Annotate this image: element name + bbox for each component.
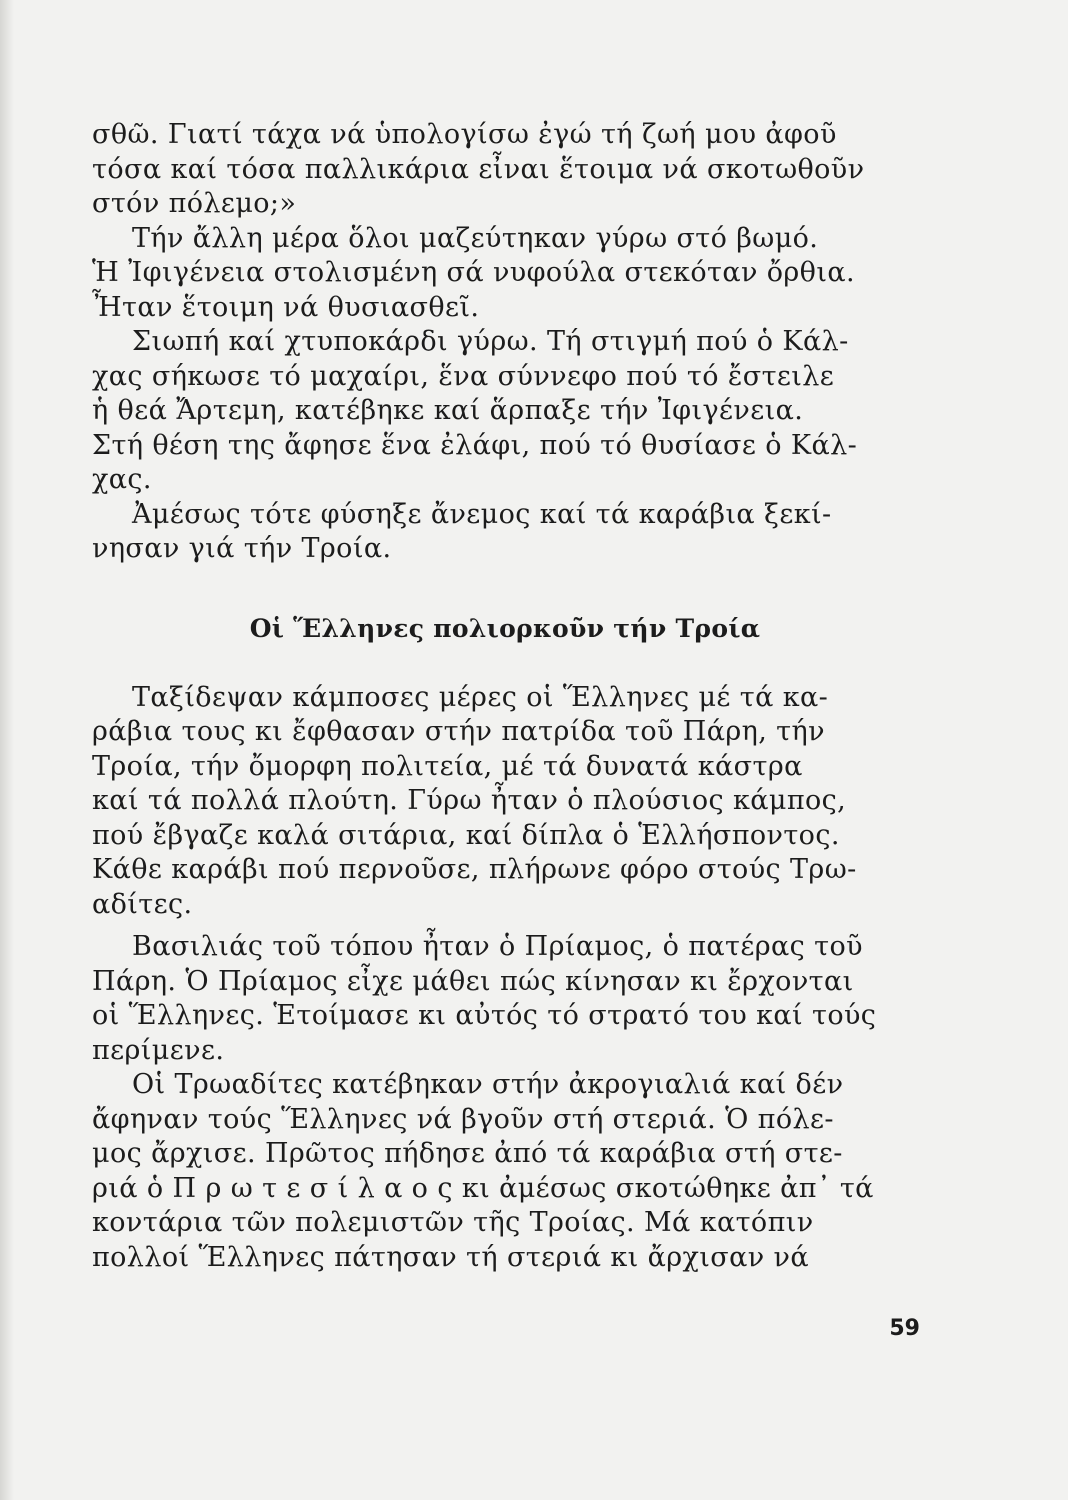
paragraph	[92, 325, 918, 498]
text-line: Σιωπή καί χτυποκάρδι γύρω. Τή στιγμή πού ὁ Κάλ-	[132, 326, 849, 357]
page-number: 59	[889, 1316, 920, 1341]
text-line: μος ἄρχισε. Πρῶτος πήδησε ἀπό τά καράβια στή στε-	[92, 1138, 843, 1169]
text-line: κοντάρια τῶν πολεμιστῶν τῆς Τροίας. Μά κατόπιν	[92, 1207, 814, 1238]
text-line: πολλοί Ἕλληνες πάτησαν τή στεριά κι ἄρχισαν νά	[92, 1241, 809, 1273]
text-line: Βασιλιάς τοῦ τόπου ἦταν ὁ Πρίαμος, ὁ πατέρας τοῦ	[132, 931, 863, 962]
text-line: ράβια τους κι ἔφθασαν στήν πατρίδα τοῦ Πάρη, τήν	[92, 716, 825, 747]
text-line: Κάθε καράβι πού περνοῦσε, πλήρωνε φόρο στούς Τρω-	[92, 854, 857, 885]
text-line: Στή θέση της ἄφησε ἕνα ἐλάφι, πού τό θυσίασε ὁ Κάλ-	[92, 429, 858, 461]
paragraph	[92, 118, 918, 222]
text-line: Οἱ Τρωαδίτες κατέβηκαν στήν ἀκρογιαλιά καί δέν	[132, 1069, 844, 1100]
text-line: ἡ θεά Ἄρτεμη, κατέβηκε καί ἅρπαξε τήν Ἰφιγένεια.	[92, 395, 804, 426]
spacer	[92, 922, 918, 930]
text-line: σθῶ. Γιατί τάχα νά ὑπολογίσω ἐγώ τή ζωή μου ἀφοῦ	[92, 119, 837, 150]
text-line: χας.	[92, 464, 152, 495]
text-line: Ἀμέσως τότε φύσηξε ἄνεμος καί τά καράβια ξεκί-	[132, 498, 832, 530]
paragraph	[92, 930, 918, 1068]
text-line: Τήν ἄλλη μέρα ὅλοι μαζεύτηκαν γύρω στό βωμό.	[132, 222, 819, 254]
text-line: καί τά πολλά πλούτη. Γύρω ἦταν ὁ πλούσιος κάμπος,	[92, 785, 847, 816]
text-line: στόν πόλεμο;»	[92, 188, 297, 219]
text-line: οἱ Ἕλληνες. Ἑτοίμασε κι αὐτός τό στρατό του καί τούς	[92, 1000, 877, 1031]
text-line: πού ἔβγαζε καλά σιτάρια, καί δίπλα ὁ Ἑλλήσποντος.	[92, 819, 840, 851]
paragraph	[92, 498, 918, 567]
text-line: Πάρη. Ὁ Πρίαμος εἶχε μάθει πώς κίνησαν κι ἔρχονται	[92, 965, 854, 997]
paragraph	[92, 1068, 918, 1275]
text-line: Ταξίδεψαν κάμποσες μέρες οἱ Ἕλληνες μέ τά κα-	[132, 681, 829, 713]
page-shadow	[0, 0, 14, 1500]
text-line: ριά ὁ Π ρ ω τ ε σ ί λ α ο ς κι ἀμέσως σκοτώθηκε ἀπ᾿ τά	[92, 1172, 874, 1204]
text-line: Τροία, τήν ὄμορφη πολιτεία, μέ τά δυνατά κάστρα	[92, 750, 803, 782]
spacer	[92, 567, 918, 609]
paragraph	[92, 681, 918, 923]
paragraph	[92, 222, 918, 326]
text-line: τόσα καί τόσα παλλικάρια εἶναι ἕτοιμα νά σκοτωθοῦν	[92, 153, 865, 185]
text-line: χας σήκωσε τό μαχαίρι, ἕνα σύννεφο πού τό ἔστειλε	[92, 360, 835, 392]
text-line: νησαν γιά τήν Τροία.	[92, 533, 392, 564]
text-line: ἄφηναν τούς Ἕλληνες νά βγοῦν στή στεριά. Ὁ πόλε-	[92, 1103, 834, 1135]
spacer	[92, 649, 918, 681]
text-line: Ἦταν ἕτοιμη νά θυσιασθεῖ.	[92, 291, 480, 323]
text-line: Ἡ Ἰφιγένεια στολισμένη σά νυφούλα στεκόταν ὄρθια.	[92, 257, 855, 288]
page-text	[92, 118, 918, 1275]
text-line: περίμενε.	[92, 1034, 225, 1066]
text-line: αδίτες.	[92, 888, 193, 920]
section-heading: Οἱ Ἕλληνες πολιορκοῦν τήν Τροία	[249, 613, 761, 643]
